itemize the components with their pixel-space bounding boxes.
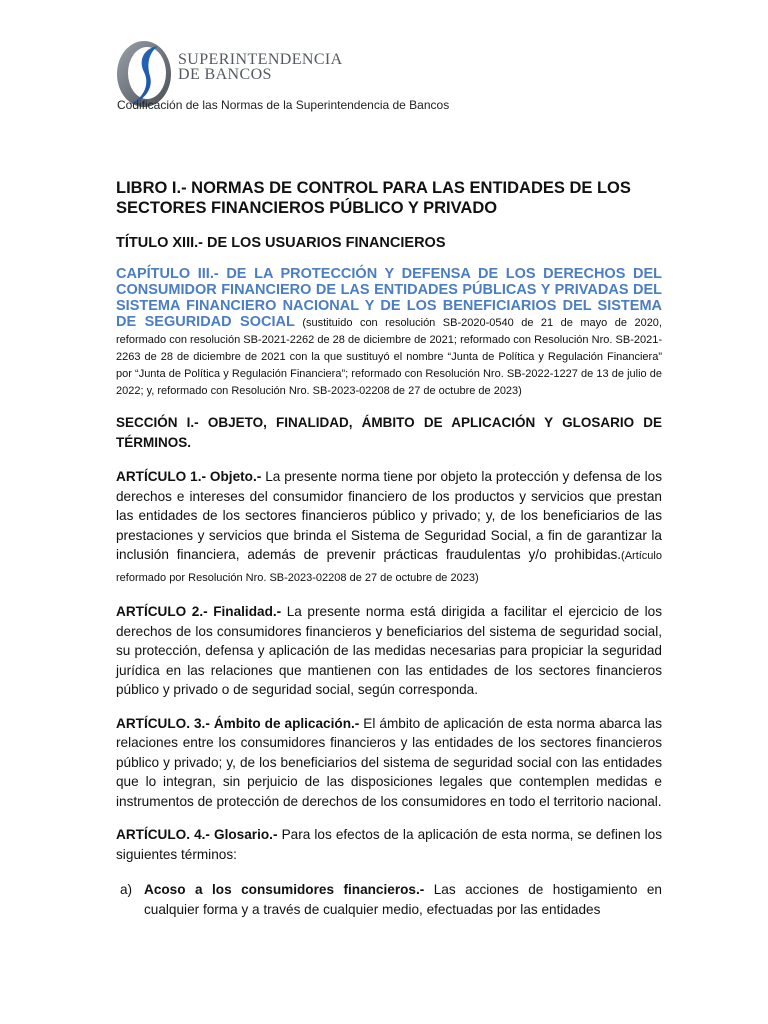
glossary-definition: Las acciones de hostigamiento en cualquier forma y a través de cualquier medio, efectuadas por las entidades xyxy=(144,882,662,917)
document-subtitle: Codificación de las Normas de la Superintendencia de Bancos xyxy=(117,98,450,112)
titulo-heading: TÍTULO XIII.- DE LOS USUARIOS FINANCIEROS xyxy=(116,235,446,251)
document-body xyxy=(116,178,662,920)
brand-line-1: SUPERINTENDENCIA xyxy=(178,51,343,68)
article-1-text: La presente norma tiene por objeto la protección y defensa de los derechos e intereses del consumidor financiero de los productos y servicios que prestan las entidades de los sectores financieros público y privado; y, de los beneficiarios de las prestaciones y servicios que brinda el Sistema de Seguridad Social, a fin de garantizar la inclusión financiera, además de prevenir prácticas fraudulentas y/o prohibidas. xyxy=(116,469,662,562)
capitulo-title: CAPÍTULO III.- DE LA PROTECCIÓN Y DEFENSA DE LOS DERECHOS DEL CONSUMIDOR FINANCIERO DE LAS ENTIDADES PÚBLICAS Y PRIVADAS DEL SISTEMA FINANCIERO NACIONAL Y DE LOS BENEFICIARIOS DEL SISTEMA DE SEGURIDAD SOCIAL xyxy=(116,266,662,330)
article-2-text: La presente norma está dirigida a facilitar el ejercicio de los derechos de los consumidores financieros y beneficiarios del sistema de seguridad social, su protección, defensa y aplicación de las medidas necesarias para propiciar la seguridad jurídica en las relaciones que mantienen con las entidades de los sectores financieros público y privado o de seguridad social, según corresponda. xyxy=(116,604,662,697)
capitulo-note: (sustituido con resolución SB-2020-0540 de 21 de mayo de 2020, reformado con resolución SB-2021-2262 de 28 de diciembre de 2021; reformado con Resolución Nro. SB-2021-2263 de 28 de diciembre de 2021 con la que sustituyó el nombre “Junta de Política y Regulación Financiera” por “Junta de Política y Regulación Financiera”; reformado con Resolución Nro. SB-2022-1227 de 13 de julio de 2022; y, reformado con Resolución Nro. SB-2023-02208 de 27 de octubre de 2023) xyxy=(116,317,662,397)
article-2 xyxy=(116,602,662,700)
article-1-heading: ARTÍCULO 1.- Objeto.- xyxy=(116,469,262,484)
article-2-heading: ARTÍCULO 2.- Finalidad.- xyxy=(116,604,282,619)
article-4 xyxy=(116,825,662,864)
brand-line-2: DE BANCOS xyxy=(178,66,272,83)
glossary-list-item xyxy=(116,880,662,920)
article-3 xyxy=(116,714,662,812)
article-3-heading: ARTÍCULO. 3.- Ámbito de aplicación.- xyxy=(116,715,360,731)
article-1-note: (Artículo reformado por Resolución Nro. SB-2023-02208 de 27 de octubre de 2023) xyxy=(116,550,662,584)
seccion-heading: SECCIÓN I.- OBJETO, FINALIDAD, ÁMBITO DE APLICACIÓN Y GLOSARIO DE TÉRMINOS. xyxy=(116,415,662,450)
libro-heading: LIBRO I.- NORMAS DE CONTROL PARA LAS ENTIDADES DE LOS SECTORES FINANCIEROS PÚBLICO Y PRIVADO xyxy=(116,179,631,217)
article-3-text: El ámbito de aplicación de esta norma abarca las relaciones entre los consumidores financieros y las entidades de los sectores financieros público y privado; y, de los beneficiarios del sistema de seguridad social con las entidades que lo integran, sin perjuicio de las disposiciones legales que contemplen medidas e instrumentos de protección de derechos de los consumidores en todo el territorio nacional. xyxy=(116,715,663,809)
article-4-heading: ARTÍCULO. 4.- Glosario.- xyxy=(116,827,278,842)
glossary-term: Acoso a los consumidores financieros.- xyxy=(144,882,425,897)
article-4-text: Para los efectos de la aplicación de esta norma, se definen los siguientes términos: xyxy=(116,827,662,862)
list-marker: a) xyxy=(120,882,133,897)
article-1 xyxy=(116,467,662,588)
brand-name xyxy=(178,52,343,82)
capitulo-heading xyxy=(116,266,662,399)
